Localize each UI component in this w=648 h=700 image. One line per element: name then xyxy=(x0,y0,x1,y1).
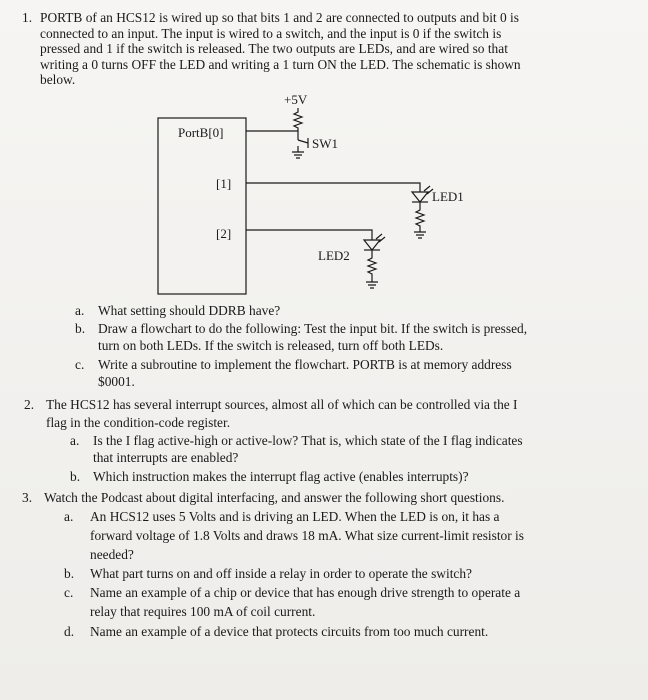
part-text: Which instruction makes the interrupt flag active (enables interrupts)? xyxy=(93,469,469,484)
part-text: needed? xyxy=(90,547,134,562)
part-label: b. xyxy=(75,321,86,336)
part-text: Name an example of a chip or device that has enough drive strength to operate a xyxy=(90,585,521,600)
part-text: Name an example of a device that protects circuits from too much current. xyxy=(90,624,489,639)
part-text: Is the I flag active-high or active-low? That is, which state of the I flag indicates xyxy=(93,433,523,448)
led2-resistor xyxy=(368,250,376,282)
wire-pin1 xyxy=(246,183,420,192)
schematic-diagram xyxy=(0,0,648,310)
ground-sw1 xyxy=(292,152,304,158)
part-label: a. xyxy=(75,303,85,318)
part-text: An HCS12 uses 5 Volts and is driving an LED. When the LED is on, it has a xyxy=(90,509,500,524)
part-label: b. xyxy=(70,469,81,484)
pullup-resistor xyxy=(294,108,302,131)
led1-symbol xyxy=(412,192,428,202)
portb-label: PortB[0] xyxy=(178,125,224,140)
led1-resistor xyxy=(416,202,424,232)
question-1-number: 1. xyxy=(22,10,33,25)
switch-sw1 xyxy=(298,140,308,143)
question-1-line: PORTB of an HCS12 is wired up so that bits 1 and 2 are connected to outputs and bit 0 is xyxy=(40,10,519,25)
question-1-line: connected to an input. The input is wired to a switch, and the input is 0 if the switch is xyxy=(40,25,502,41)
supply-label: +5V xyxy=(284,92,308,107)
part-text: Draw a flowchart to do the following: Test the input bit. If the switch is pressed, xyxy=(98,321,528,336)
part-text: $0001. xyxy=(98,374,135,389)
part-text: What part turns on and off inside a relay in order to operate the switch? xyxy=(90,566,472,581)
pin1-label: [1] xyxy=(216,176,232,191)
part-label: c. xyxy=(64,585,74,600)
part-text: Write a subroutine to implement the flowchart. PORTB is at memory address xyxy=(98,357,512,372)
sw1-label: SW1 xyxy=(312,136,338,151)
part-label: a. xyxy=(70,433,80,448)
schematic-svg xyxy=(0,0,648,310)
led2-symbol xyxy=(364,240,380,250)
part-text: What setting should DDRB have? xyxy=(98,303,281,318)
part-label: c. xyxy=(75,357,85,372)
part-label: d. xyxy=(64,624,75,639)
question-1-line: below. xyxy=(40,72,76,87)
question-2-line: The HCS12 has several interrupt sources, almost all of which can be controlled via the I xyxy=(46,397,518,412)
led2-label: LED2 xyxy=(318,248,350,263)
part-text: forward voltage of 1.8 Volts and draws 18 mA. What size current-limit resistor is xyxy=(90,528,524,543)
portb-box xyxy=(158,118,246,294)
ground-led2 xyxy=(366,282,378,288)
question-1-line: pressed and 1 if the switch is released. The two outputs are LEDs, and are wired so that xyxy=(40,41,508,56)
question-3-number: 3. xyxy=(22,490,33,505)
question-1-line: writing a 0 turns OFF the LED and writing a 1 turn ON the LED. The schematic is shown xyxy=(40,56,521,72)
question-2-line: flag in the condition-code register. xyxy=(46,415,231,430)
part-label: b. xyxy=(64,566,75,581)
part-label: a. xyxy=(64,509,74,524)
question-3-line: Watch the Podcast about digital interfacing, and answer the following short questions. xyxy=(44,490,505,505)
pin2-label: [2] xyxy=(216,226,232,241)
wire-pin2 xyxy=(246,230,372,240)
part-text: turn on both LEDs. If the switch is released, turn off both LEDs. xyxy=(98,338,444,353)
part-text: that interrupts are enabled? xyxy=(93,450,239,465)
part-text: relay that requires 100 mA of coil current. xyxy=(90,604,316,619)
ground-led1 xyxy=(414,232,426,238)
led1-label: LED1 xyxy=(432,189,464,204)
question-2-number: 2. xyxy=(24,397,35,412)
